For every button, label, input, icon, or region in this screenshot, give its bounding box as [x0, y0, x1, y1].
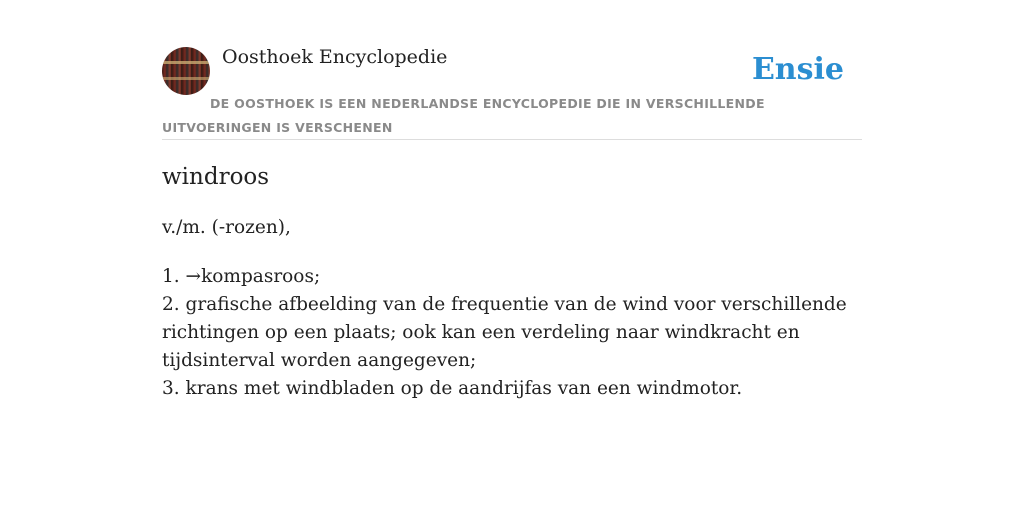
definition-number: 3. — [162, 378, 180, 399]
definition-item — [162, 291, 862, 375]
site-header — [162, 0, 862, 140]
definition-number: 1. — [162, 266, 180, 287]
kompasroos-link[interactable]: kompasroos — [201, 266, 314, 287]
definition-number: 2. — [162, 294, 180, 315]
entry-grammar: v./m. (-rozen), — [162, 217, 291, 238]
ensie-logo[interactable]: Ensie — [751, 52, 844, 87]
page — [162, 0, 862, 399]
site-name[interactable]: Oosthoek Encyclopedie — [222, 46, 448, 68]
definition-suffix: ; — [313, 266, 321, 287]
definition-item — [162, 263, 862, 291]
definition-text: grafische afbeelding van de frequentie van de wind voor verschillende richtingen op een plaats; ook kan een verdeling naar windkracht en tijdsinterval worden aangegeven; — [162, 294, 847, 371]
definition-item — [162, 375, 862, 403]
site-tagline: DE OOSTHOEK IS EEN NEDERLANDSE ENCYCLOPEDIE DIE IN VERSCHILLENDE UITVOERINGEN IS VERSCHENEN — [162, 96, 765, 135]
definition-text: krans met windbladen op de aandrijfas van een windmotor. — [185, 378, 743, 399]
entry-title: windroos — [162, 164, 270, 190]
avatar-band — [162, 77, 210, 80]
book-spines-icon[interactable] — [162, 47, 210, 95]
arrow-icon: → — [185, 266, 202, 287]
avatar-band — [162, 61, 210, 64]
definition-list — [162, 263, 862, 403]
